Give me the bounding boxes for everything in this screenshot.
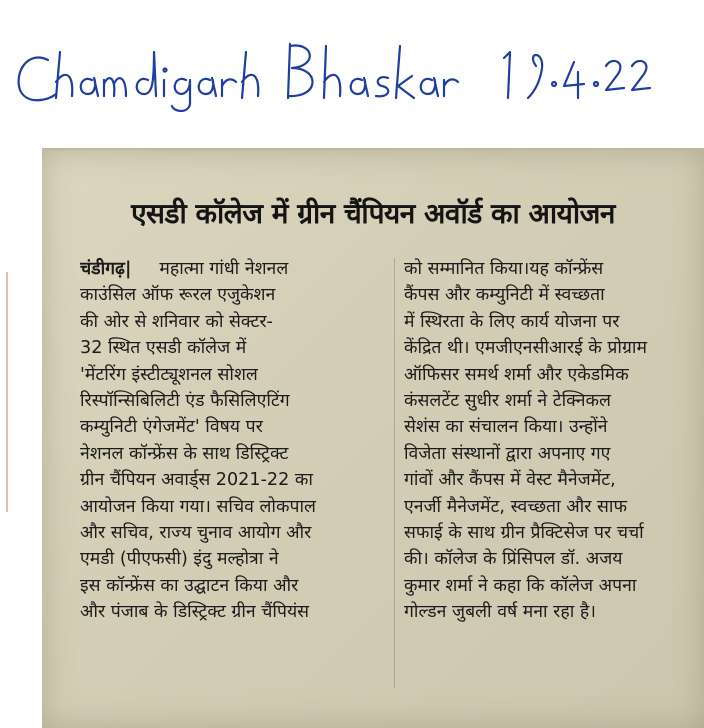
column-line: 32 स्थित एसडी कॉलेज में <box>80 338 247 359</box>
column-line <box>80 256 410 282</box>
newspaper-clipping <box>42 150 704 728</box>
column-line: सफाई के साथ ग्रीन प्रैक्टिसेज पर चर्चा <box>404 523 644 544</box>
column-line: एनर्जी मैनेजमेंट, स्वच्छता और साफ <box>404 496 628 517</box>
column-line: गांवों और कैंपस में वेस्ट मैनेजमेंट, <box>404 470 616 491</box>
column-line: की। कॉलेज के प्रिंसिपल डॉ. अजय <box>404 549 623 570</box>
column-line: ऑफिसर समर्थ शर्मा और एकेडमिक <box>404 364 629 385</box>
column-line: में स्थिरता के लिए कार्य योजना पर <box>404 311 620 332</box>
column-line: और सचिव, राज्य चुनाव आयोग और <box>80 523 312 544</box>
column-line: गोल्डन जुबली वर्ष मना रहा है। <box>404 602 596 623</box>
paper-edge-mark <box>6 272 8 512</box>
column-line: कुमार शर्मा ने कहा कि कॉलेज अपना <box>404 575 637 596</box>
article-headline: एसडी कॉलेज में ग्रीन चैंपियन अवॉर्ड का आयोजन <box>131 197 615 230</box>
article-column-left <box>80 256 410 626</box>
column-line: 'मेंटरिंग इंस्टीट्यूशनल सोशल <box>80 364 258 385</box>
handwritten-source-note <box>8 22 668 112</box>
column-line-text: महात्मा गांधी नेशनल <box>159 259 289 279</box>
column-line: एमडी (पीएफसी) इंदु मल्होत्रा ने <box>80 549 279 570</box>
column-line: कंसलटेंट सुधीर शर्मा ने टेक्निकल <box>404 391 611 412</box>
column-line: कम्युनिटी एंगेजमेंट' विषय पर <box>80 417 263 438</box>
column-line: इस कॉन्फ्रेंस का उद्घाटन किया और <box>80 575 299 596</box>
column-line: कैंपस और कम्युनिटी में स्वच्छता <box>404 285 605 306</box>
column-line: नेशनल कॉन्फ्रेंस के साथ डिस्ट्रिक्ट <box>80 443 289 464</box>
column-line: और पंजाब के डिस्ट्रिक्ट ग्रीन चैंपियंस <box>80 602 310 623</box>
column-line: केंद्रित थी। एमजीएनसीआरई के प्रोग्राम <box>404 338 647 359</box>
column-line: रिस्पॉन्सिबिलिटी एंड फैसिलिएटिंग <box>80 391 290 412</box>
column-line: काउंसिल ऑफ रूरल एजुकेशन <box>80 285 276 306</box>
column-line: सेशंस का संचालन किया। उन्होंने <box>404 417 608 438</box>
column-divider <box>394 258 395 688</box>
column-line: को सम्मानित किया।यह कॉन्फ्रेंस <box>404 259 604 279</box>
dateline: चंडीगढ़| <box>80 259 132 279</box>
article-column-right <box>404 256 699 626</box>
column-line: की ओर से शनिवार को सेक्टर- <box>80 311 273 332</box>
column-line: आयोजन किया गया। सचिव लोकपाल <box>80 496 316 517</box>
column-line: ग्रीन चैंपियन अवार्ड्स 2021-22 का <box>80 470 313 491</box>
column-line: विजेता संस्थानों द्वारा अपनाए गए <box>404 443 611 464</box>
